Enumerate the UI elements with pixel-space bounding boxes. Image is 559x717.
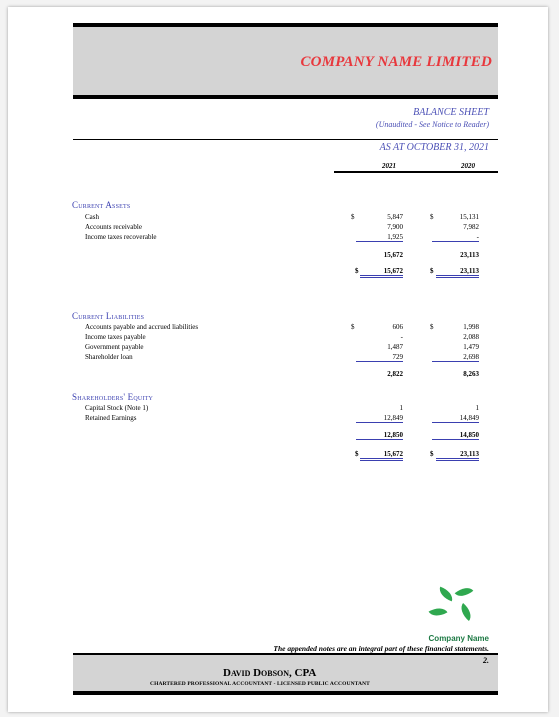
value-current: -: [400, 333, 403, 341]
value-current: 729: [356, 353, 403, 362]
subtotal-prior: 23,113: [460, 251, 479, 259]
row-label: Capital Stock (Note 1): [85, 404, 149, 412]
value-current: 5,847: [387, 213, 403, 221]
value-prior: 7,982: [463, 223, 479, 231]
value-prior: 1: [475, 404, 479, 412]
value-prior: 2,698: [432, 353, 479, 362]
company-name: COMPANY NAME LIMITED: [300, 54, 492, 70]
row-label: Cash: [85, 213, 99, 221]
value-current: 1,487: [387, 343, 403, 351]
year-prior: 2020: [461, 162, 475, 170]
subtotal-current: 2,822: [387, 370, 403, 378]
row-label: Accounts receivable: [85, 223, 142, 231]
section-heading-shareholders-equity: Shareholders' Equity: [72, 392, 154, 402]
currency-symbol: $: [430, 450, 434, 458]
statement-subtitle: (Unaudited - See Notice to Reader): [375, 120, 489, 129]
footnote: The appended notes are an integral part of these financial statements.: [273, 644, 489, 653]
value-prior: -: [432, 233, 479, 242]
subtotal-prior: 14,850: [432, 431, 479, 440]
currency-symbol: $: [430, 323, 434, 331]
currency-symbol: $: [355, 450, 359, 458]
total-prior: 23,113: [436, 450, 479, 461]
currency-symbol: $: [351, 213, 355, 221]
header-band: [73, 23, 498, 99]
value-prior: 15,131: [459, 213, 479, 221]
value-prior: 14,849: [432, 414, 479, 423]
row-label: Shareholder loan: [85, 353, 133, 361]
currency-symbol: $: [351, 323, 355, 331]
subtotal-current: 15,672: [383, 251, 403, 259]
row-label: Income taxes recoverable: [85, 233, 157, 241]
value-current: 1: [399, 404, 403, 412]
value-prior: 2,088: [463, 333, 479, 341]
leaf-logo-icon: [428, 585, 488, 633]
value-current: 1,925: [356, 233, 403, 242]
value-prior: 1,998: [463, 323, 479, 331]
section-heading-current-assets: Current Assets: [72, 200, 131, 210]
subtotal-current: 12,850: [356, 431, 403, 440]
value-current: 7,900: [387, 223, 403, 231]
year-current: 2021: [382, 162, 396, 170]
subtotal-prior: 8,263: [463, 370, 479, 378]
total-prior: 23,113: [436, 267, 479, 278]
as-at-date: AS AT OCTOBER 31, 2021: [379, 142, 489, 153]
document-page: [8, 7, 548, 712]
accountant-title: CHARTERED PROFESSIONAL ACCOUNTANT - LICENSED PUBLIC ACCOUNTANT: [150, 681, 370, 687]
row-label: Retained Earnings: [85, 414, 137, 422]
page-number: 2.: [483, 656, 489, 665]
total-current: 15,672: [360, 267, 403, 278]
value-current: 12,849: [356, 414, 403, 423]
accountant-name: David Dobson, CPA: [223, 667, 317, 679]
currency-symbol: $: [355, 267, 359, 275]
logo-company-name: Company Name: [428, 634, 489, 643]
section-heading-current-liabilities: Current Liabilities: [72, 311, 145, 321]
total-current: 15,672: [360, 450, 403, 461]
row-label: Government payable: [85, 343, 144, 351]
currency-symbol: $: [430, 267, 434, 275]
currency-symbol: $: [430, 213, 434, 221]
value-current: 606: [392, 323, 403, 331]
row-label: Income taxes payable: [85, 333, 146, 341]
statement-title: BALANCE SHEET: [413, 107, 489, 118]
row-label: Accounts payable and accrued liabilities: [85, 323, 199, 331]
value-prior: 1,479: [463, 343, 479, 351]
divider: [73, 139, 498, 140]
divider: [334, 171, 498, 173]
